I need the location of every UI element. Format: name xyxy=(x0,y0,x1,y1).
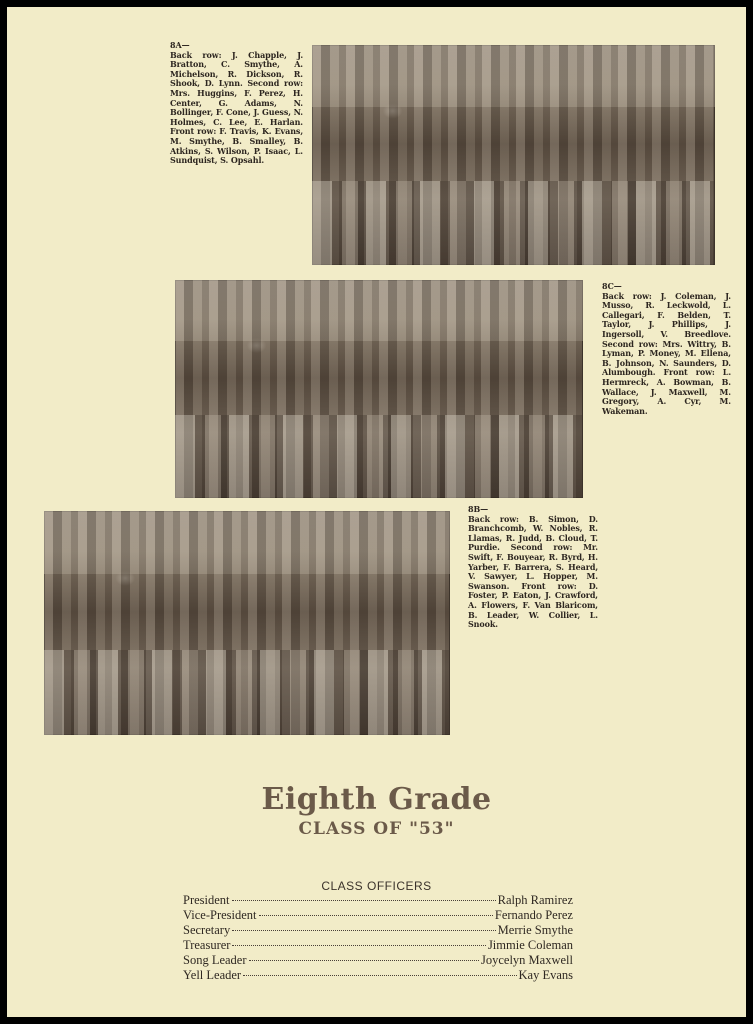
class-photo-8b xyxy=(44,511,450,735)
class-photo-8a xyxy=(312,45,715,265)
class-photo-8c xyxy=(175,280,583,498)
page-title: Eighth Grade xyxy=(261,782,492,817)
officer-name: Ralph Ramirez xyxy=(497,893,573,907)
dot-leader xyxy=(249,960,479,961)
officers-heading: CLASS OFFICERS xyxy=(321,879,432,893)
officer-row xyxy=(183,893,573,908)
caption-8c xyxy=(602,282,731,416)
caption-8a xyxy=(170,41,303,166)
dot-leader xyxy=(259,915,493,916)
officer-name: Jimmie Coleman xyxy=(487,938,573,952)
officer-name: Merrie Smythe xyxy=(497,923,573,937)
officer-row xyxy=(183,953,573,968)
officer-name: Kay Evans xyxy=(518,968,573,982)
officer-row xyxy=(183,938,573,953)
caption-8a-text: Back row: J. Chapple, J. Bratton, C. Smythe, A. Michelson, R. Dickson, R. Shook, D. Lynn. Second row: Mrs. Huggins, F. Perez, H. Center, G. Adams, N. Bollinger, F. Cone, J. Guess, N. Holmes, C. Lee, E. Harlan. Front row: F. Travis, K. Evans, M. Smythe, B. Smalley, B. Atkins, S. Wilson, P. Isaac, L. Sundquist, S. Opsahl. xyxy=(170,49,303,166)
officer-role: Secretary xyxy=(183,923,231,937)
officer-role: President xyxy=(183,893,230,907)
caption-8b-text: Back row: B. Simon, D. Branchcomb, W. Nobles, R. Llamas, R. Judd, B. Cloud, T. Purdie. Second row: Mr. Swift, F. Bouyear, R. Byrd, H. Yarber, F. Barrera, S. Heard, V. Sawyer, L. Hopper, M. Swanson. Front row: D. Foster, P. Eaton, J. Crawford, A. Flowers, F. Van Blaricom, B. Leader, W. Collier, L. Snook. xyxy=(468,513,598,630)
caption-8b-header: 8B— xyxy=(468,504,489,514)
officer-row xyxy=(183,923,573,938)
caption-8c-text: Back row: J. Coleman, J. Musso, R. Leckwold, L. Callegari, F. Belden, T. Taylor, J. Phillips, J. Ingersoll, V. Breedlove. Second row: Mrs. Wittry, B. Lyman, P. Money, M. Ellena, B. Johnson, N. Saunders, D. Alumbough. Front row: L. Hermreck, A. Bowman, B. Wallace, J. Maxwell, M. Gregory, A. Cyr, M. Wakeman. xyxy=(602,290,731,416)
yearbook-page xyxy=(7,7,746,1017)
dot-leader xyxy=(232,930,495,931)
officer-row xyxy=(183,968,573,983)
caption-8b xyxy=(468,505,598,630)
officer-name: Joycelyn Maxwell xyxy=(481,953,573,967)
officer-role: Vice-President xyxy=(183,908,257,922)
officer-role: Song Leader xyxy=(183,953,247,967)
caption-8c-header: 8C— xyxy=(602,281,622,291)
caption-8a-header: 8A— xyxy=(170,40,190,50)
officer-role: Treasurer xyxy=(183,938,231,952)
dot-leader xyxy=(232,900,496,901)
officer-name: Fernando Perez xyxy=(494,908,573,922)
officer-role: Yell Leader xyxy=(183,968,242,982)
dot-leader xyxy=(243,975,516,976)
officer-row xyxy=(183,908,573,923)
page-subtitle: CLASS OF "53" xyxy=(298,819,455,839)
dot-leader xyxy=(232,945,485,946)
